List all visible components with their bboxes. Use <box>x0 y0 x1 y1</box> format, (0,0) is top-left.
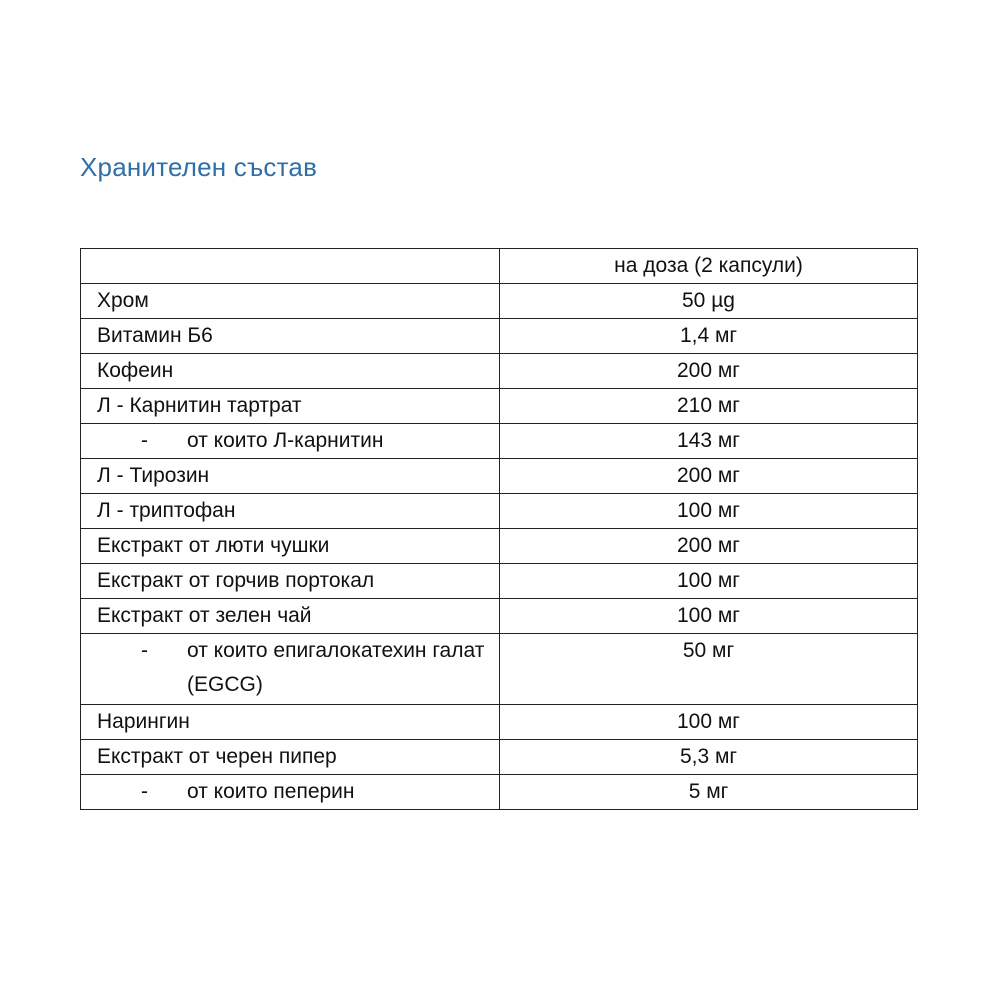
table-row <box>81 529 918 564</box>
sub-ingredient-label: от които епигалокатехин галат (EGCG) <box>187 639 485 696</box>
ingredient-name: Екстракт от горчив портокал <box>81 564 500 599</box>
sub-ingredient-label: от които пеперин <box>187 780 355 803</box>
ingredient-amount: 200 мг <box>500 459 918 494</box>
ingredient-amount: 50 µg <box>500 284 918 319</box>
ingredient-name: Екстракт от зелен чай <box>81 599 500 634</box>
sub-ingredient-label: от които Л-карнитин <box>187 429 384 452</box>
list-dash: - <box>141 639 148 662</box>
ingredient-amount: 143 мг <box>500 424 918 459</box>
header-cell-name <box>81 249 500 284</box>
ingredient-amount: 100 мг <box>500 599 918 634</box>
table-row <box>81 740 918 775</box>
ingredient-name: Л - триптофан <box>81 494 500 529</box>
ingredient-name: Хром <box>81 284 500 319</box>
ingredient-amount: 200 мг <box>500 529 918 564</box>
ingredient-amount: 200 мг <box>500 354 918 389</box>
table-row <box>81 705 918 740</box>
ingredient-name: Нарингин <box>81 705 500 740</box>
ingredient-amount: 100 мг <box>500 494 918 529</box>
table-row-sub <box>81 634 918 705</box>
ingredient-amount: 1,4 мг <box>500 319 918 354</box>
ingredient-amount: 5 мг <box>500 775 918 810</box>
table-row <box>81 354 918 389</box>
ingredient-amount: 210 мг <box>500 389 918 424</box>
table-row <box>81 599 918 634</box>
ingredient-name-sub <box>81 424 500 459</box>
ingredient-amount: 100 мг <box>500 564 918 599</box>
composition-table <box>80 248 918 810</box>
section-title: Хранителен състав <box>80 152 318 182</box>
table-row <box>81 284 918 319</box>
ingredient-name-sub <box>81 775 500 810</box>
ingredient-name-sub <box>81 634 500 705</box>
list-dash: - <box>141 429 148 452</box>
ingredient-amount: 100 мг <box>500 705 918 740</box>
list-dash: - <box>141 780 148 803</box>
table-header-row <box>81 249 918 284</box>
ingredient-amount: 50 мг <box>500 634 918 705</box>
ingredient-name: Кофеин <box>81 354 500 389</box>
table-row-sub <box>81 424 918 459</box>
ingredient-name: Витамин Б6 <box>81 319 500 354</box>
table-row-sub <box>81 775 918 810</box>
table-row <box>81 564 918 599</box>
ingredient-name: Л - Карнитин тартрат <box>81 389 500 424</box>
ingredient-name: Екстракт от черен пипер <box>81 740 500 775</box>
table-row <box>81 494 918 529</box>
table-row <box>81 389 918 424</box>
ingredient-name: Екстракт от люти чушки <box>81 529 500 564</box>
table-row <box>81 459 918 494</box>
table-row <box>81 319 918 354</box>
ingredient-name: Л - Тирозин <box>81 459 500 494</box>
header-cell-value: на доза (2 капсули) <box>500 249 918 284</box>
ingredient-amount: 5,3 мг <box>500 740 918 775</box>
